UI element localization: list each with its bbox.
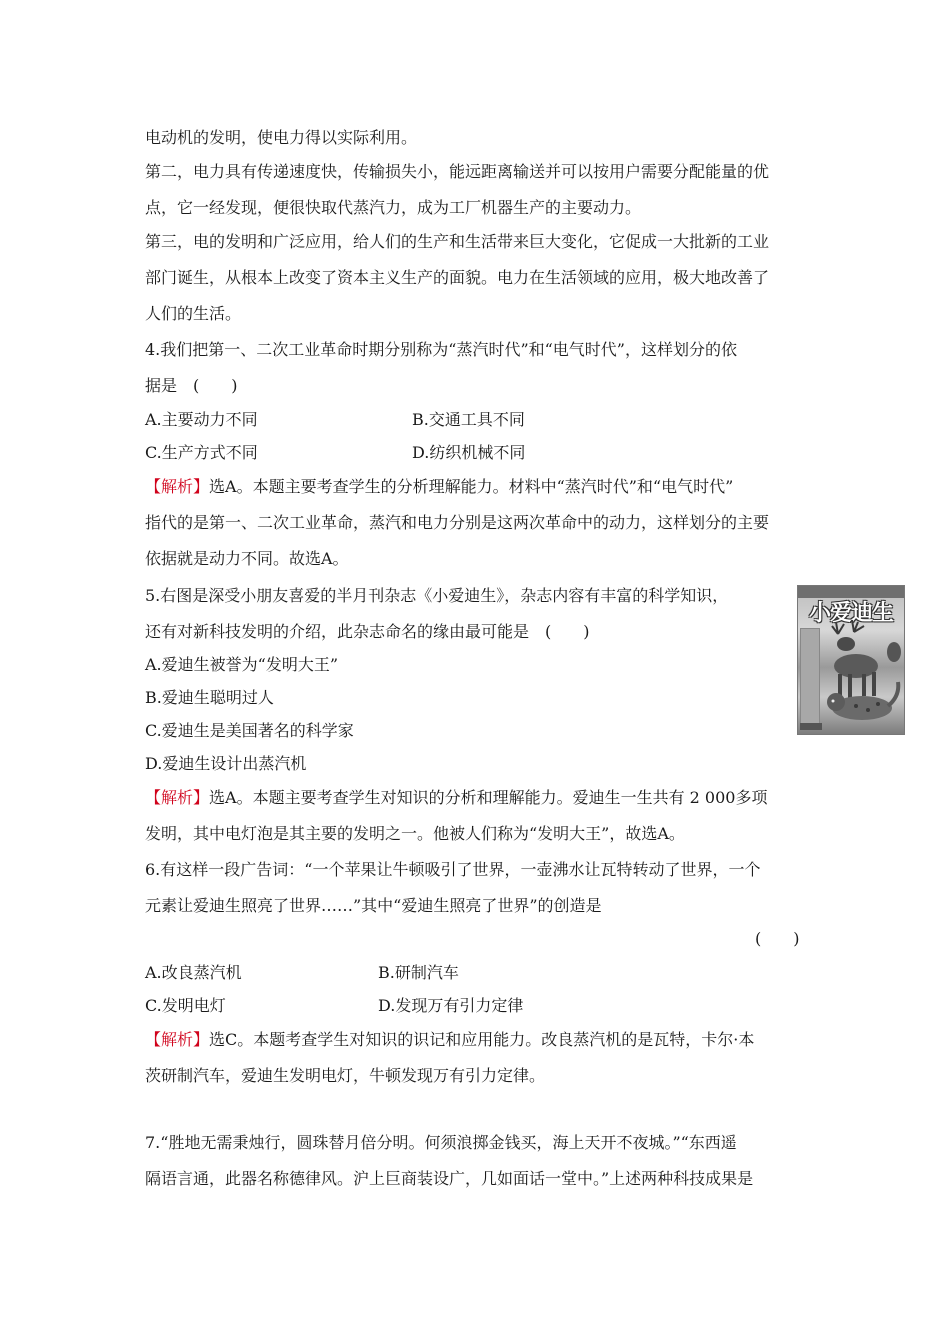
q6-option-a: A.改良蒸汽机	[145, 963, 242, 982]
q4-stem-cont: 据是 ( )	[145, 376, 238, 395]
q6-option-d: D.发现万有引力定律	[378, 996, 524, 1015]
q4-option-c: C.生产方式不同	[145, 443, 258, 462]
q5-option-c: C.爱迪生是美国著名的科学家	[145, 721, 354, 740]
magazine-title: 小爱迪生	[808, 601, 893, 626]
magazine-cover-image	[797, 585, 905, 735]
analysis-tag: 【解析】	[145, 1030, 210, 1049]
q4-analysis	[145, 477, 733, 497]
q6-analysis-cont: 茨研制汽车，爱迪生发明电灯，牛顿发现万有引力定律。	[145, 1066, 546, 1085]
q4-analysis-cont: 依据就是动力不同。故选A。	[145, 549, 349, 568]
analysis-text: 选C。本题考查学生对知识的识记和应用能力。改良蒸汽机的是瓦特，卡尔·本	[209, 1030, 755, 1049]
q6-analysis	[145, 1030, 754, 1050]
q6-answer-paren: ( )	[755, 929, 800, 948]
q6-option-c: C.发明电灯	[145, 996, 226, 1015]
q6-option-b: B.研制汽车	[378, 963, 459, 982]
q5-stem: 5.右图是深受小朋友喜爱的半月刊杂志《小爱迪生》，杂志内容有丰富的科学知识，	[145, 586, 729, 605]
q4-option-b: B.交通工具不同	[412, 410, 525, 429]
text-line: 第二，电力具有传递速度快，传输损失小，能远距离输送并可以按用户需要分配能量的优	[145, 162, 770, 181]
q6-stem: 6.有这样一段广告词：“一个苹果让牛顿吸引了世界，一壶沸水让瓦特转动了世界，一个	[145, 860, 761, 879]
q4-analysis-cont: 指代的是第一、二次工业革命，蒸汽和电力分别是这两次革命中的动力，这样划分的主要	[145, 513, 770, 532]
cover-footer-mark	[800, 723, 822, 730]
q6-stem-cont: 元素让爱迪生照亮了世界……”其中“爱迪生照亮了世界”的创造是	[145, 896, 602, 915]
q5-option-d: D.爱迪生设计出蒸汽机	[145, 754, 307, 773]
q5-analysis	[145, 788, 767, 808]
text-line: 部门诞生，从根本上改变了资本主义生产的面貌。电力在生活领域的应用，极大地改善了	[145, 268, 770, 287]
analysis-tag: 【解析】	[145, 788, 210, 807]
q4-option-a: A.主要动力不同	[145, 410, 258, 429]
q7-stem-cont: 隔语言通，此器名称德律风。沪上巨商装设广，几如面话一堂中。”上述两种科技成果是	[145, 1169, 754, 1188]
q4-option-d: D.纺织机械不同	[412, 443, 526, 462]
q7-stem: 7.“胜地无需秉烛行，圆珠替月倍分明。何须浪掷金钱买，海上天开不夜城。”“东西遥	[145, 1133, 737, 1152]
q4-stem: 4.我们把第一、二次工业革命时期分别称为“蒸汽时代”和“电气时代”，这样划分的依	[145, 340, 737, 359]
q5-stem-cont: 还有对新科技发明的介绍，此杂志命名的缘由最可能是 ( )	[145, 622, 590, 641]
animal-illustration	[798, 586, 904, 734]
q5-option-a: A.爱迪生被誉为“发明大王”	[145, 655, 339, 674]
text-line: 第三，电的发明和广泛应用，给人们的生产和生活带来巨大变化，它促成一大批新的工业	[145, 232, 770, 251]
q5-analysis-cont: 发明，其中电灯泡是其主要的发明之一。他被人们称为“发明大王”，故选A。	[145, 824, 685, 843]
text-line: 点，它一经发现，便很快取代蒸汽力，成为工厂机器生产的主要动力。	[145, 198, 642, 217]
analysis-tag: 【解析】	[145, 477, 210, 496]
analysis-text: 选A。本题主要考查学生的分析理解能力。材料中“蒸汽时代”和“电气时代”	[209, 477, 734, 496]
q5-option-b: B.爱迪生聪明过人	[145, 688, 274, 707]
text-line: 人们的生活。	[145, 304, 242, 323]
analysis-text: 选A。本题主要考查学生对知识的分析和理解能力。爱迪生一生共有 2 000多项	[209, 788, 768, 807]
text-line: 电动机的发明，使电力得以实际利用。	[145, 128, 418, 147]
